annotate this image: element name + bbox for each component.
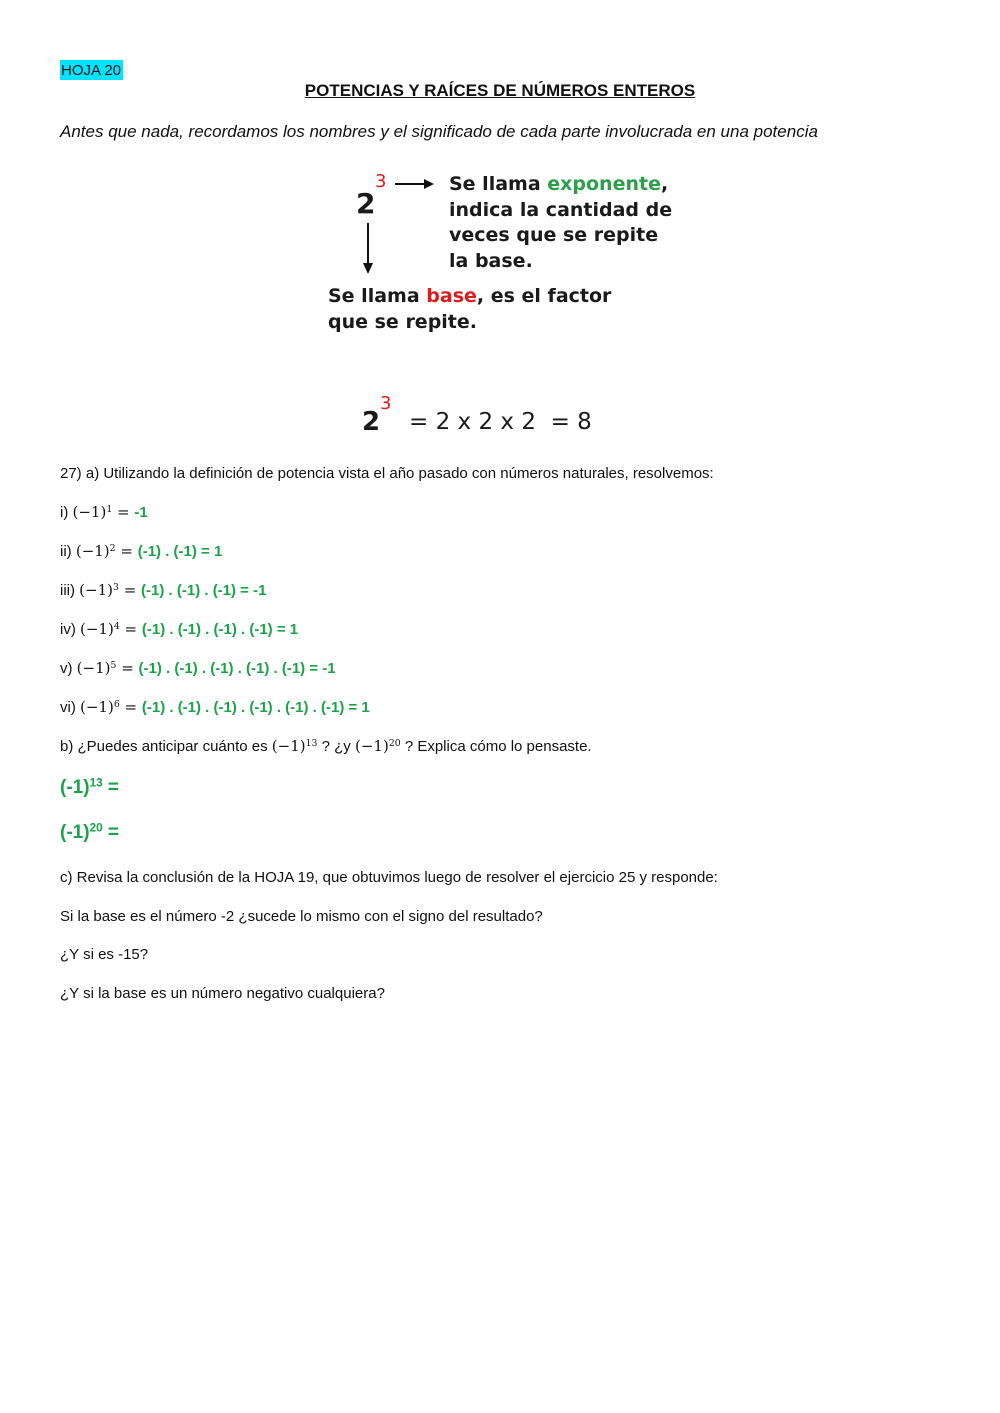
exponent-line-2: indica la cantidad de (449, 198, 673, 221)
answer-b-1 (60, 777, 119, 799)
item-exponent: 6 (113, 698, 120, 710)
power-example (362, 393, 622, 443)
example-base: 2 (362, 407, 381, 437)
exponent-line-4: la base. (449, 249, 533, 272)
item-answer: -1 (134, 504, 148, 521)
item-label: i) (60, 504, 69, 521)
exponent-line-3: veces que se repite (449, 224, 659, 246)
exercise-item (60, 581, 266, 599)
item-label: v) (60, 660, 73, 677)
diagram-exponent: 3 (375, 171, 387, 192)
answer-b-2 (60, 822, 119, 844)
example-exponent: 3 (380, 393, 392, 414)
page-title: POTENCIAS Y RAÍCES DE NÚMEROS ENTEROS (304, 81, 696, 100)
statement-a: 27) a) Utilizando la definición de potencia vista el año pasado con números naturales, resolvemos: (60, 465, 714, 482)
item-label: ii) (60, 543, 72, 560)
statement-c: c) Revisa la conclusión de la HOJA 19, que obtuvimos luego de resolver el ejercicio 25 y responde: (60, 869, 718, 886)
exponent-description (449, 172, 672, 274)
arrow-right-icon (395, 177, 435, 191)
base-text-prefix: Se llama (328, 285, 427, 307)
item-base: (−1) (79, 581, 113, 599)
statement-b-base-1: (−1) (271, 737, 306, 755)
answer-b-1-base: (-1) (60, 777, 90, 798)
exercise-item (60, 659, 336, 677)
diagram-base: 2 (356, 187, 376, 220)
base-description (328, 283, 611, 335)
item-exponent: 5 (110, 659, 117, 671)
statement-b-post: ? Explica cómo lo pensaste. (400, 738, 592, 755)
question-1: Si la base es el número -2 ¿sucede lo mismo con el signo del resultado? (60, 908, 543, 925)
question-2: ¿Y si es -15? (60, 946, 149, 963)
statement-b-pre: b) ¿Puedes anticipar cuánto es (60, 738, 272, 755)
answer-b-1-exp: 13 (89, 776, 103, 790)
item-equals: = (118, 581, 142, 599)
item-exponent: 4 (113, 620, 120, 632)
item-answer: (-1) . (-1) = 1 (137, 543, 223, 560)
item-equals: = (116, 659, 139, 677)
example-expansion: = 2 x 2 x 2 = 8 (409, 409, 592, 435)
item-equals: = (119, 620, 142, 638)
statement-b-exp-2: 20 (388, 737, 401, 749)
item-label: vi) (60, 699, 76, 716)
answer-b-1-eq: = (102, 777, 120, 798)
item-base: (−1) (80, 620, 114, 638)
exponent-word: exponente (547, 173, 661, 195)
answer-b-2-exp: 20 (89, 821, 103, 835)
item-answer: (-1) . (-1) . (-1) . (-1) = 1 (141, 621, 299, 638)
exercise-item (60, 620, 298, 638)
item-base: (−1) (72, 503, 107, 521)
power-diagram (320, 165, 680, 340)
item-equals: = (119, 698, 142, 716)
base-text-suffix: , es el factor (476, 285, 612, 307)
question-3: ¿Y si la base es un número negativo cualquiera? (60, 985, 385, 1002)
statement-b-mid: ? ¿y (317, 738, 355, 755)
item-exponent: 2 (109, 542, 116, 554)
statement-b-exp-1: 13 (305, 737, 318, 749)
item-answer: (-1) . (-1) . (-1) . (-1) . (-1) . (-1) = 1 (141, 699, 370, 716)
answer-b-2-eq: = (102, 822, 120, 843)
item-label: iii) (60, 582, 75, 599)
item-base: (−1) (76, 659, 111, 677)
sheet-label: HOJA 20 (61, 62, 122, 79)
item-answer: (-1) . (-1) . (-1) = -1 (141, 582, 267, 599)
exercise-item (60, 503, 148, 521)
item-label: iv) (60, 621, 76, 638)
item-exponent: 1 (106, 503, 113, 515)
exponent-text-prefix: Se llama (449, 173, 548, 195)
base-line-2: que se repite. (328, 311, 477, 333)
statement-b-base-2: (−1) (354, 737, 389, 755)
statement-b (60, 737, 592, 755)
item-answer: (-1) . (-1) . (-1) . (-1) . (-1) = -1 (138, 660, 336, 677)
item-equals: = (112, 503, 135, 521)
item-exponent: 3 (113, 581, 119, 593)
intro-text: Antes que nada, recordamos los nombres y el significado de cada parte involucrada en una potencia (60, 122, 818, 141)
answer-b-2-base: (-1) (60, 822, 90, 843)
item-equals: = (115, 542, 138, 560)
item-base: (−1) (75, 542, 110, 560)
base-word: base (426, 285, 477, 307)
arrow-down-icon (361, 223, 375, 275)
exercise-item (60, 542, 222, 560)
item-base: (−1) (80, 698, 114, 716)
exercise-item (60, 698, 370, 716)
exponent-text-suffix: , (660, 173, 669, 195)
